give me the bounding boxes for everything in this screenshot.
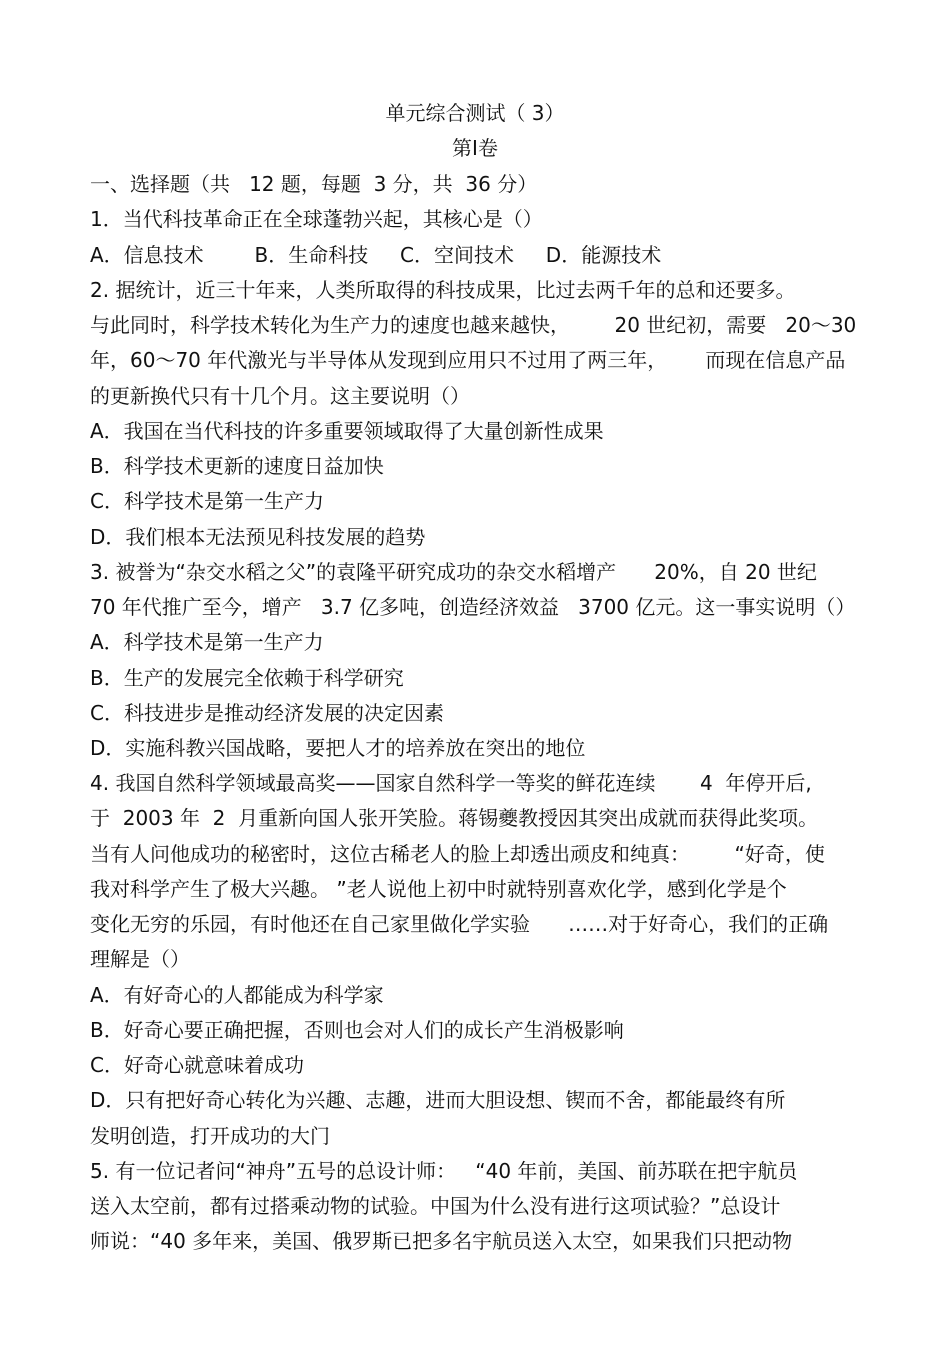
question-2-option-a: A．我国在当代科技的许多重要领域取得了大量创新性成果 (90, 419, 604, 443)
question-1-stem: 1．当代科技革命正在全球蓬勃兴起，其核心是（） (90, 207, 543, 231)
question-4-stem-line: 理解是（） (90, 947, 190, 971)
question-3-stem-line: 70 年代推广至今，增产 3.7 亿多吨，创造经济效益 3700 亿元。这一事实说明（） (90, 595, 856, 619)
question-4-stem-line: 我对科学产生了极大兴趣。 ”老人说他上初中时就特别喜欢化学，感到化学是个 (90, 877, 787, 901)
question-3-option-d: D．实施科教兴国战略，要把人才的培养放在突出的地位 (90, 736, 586, 760)
question-5-stem-line: 送入太空前，都有过搭乘动物的试验。中国为什么没有进行这项试验？”总设计 (90, 1194, 781, 1218)
question-5-stem-line: 5. 有一位记者问“神舟”五号的总设计师： “40 年前，美国、前苏联在把宇航员 (90, 1159, 798, 1183)
question-4-stem-line: 4. 我国自然科学领域最高奖——国家自然科学一等奖的鲜花连续 4 年停开后, (90, 771, 812, 795)
question-4-option-d: D．只有把好奇心转化为兴趣、志趣，进而大胆设想、锲而不舍，都能最终有所 (90, 1088, 786, 1112)
question-2-stem-line: 2. 据统计，近三十年来，人类所取得的科技成果，比过去两千年的总和还要多。 (90, 278, 796, 302)
question-3-stem-line: 3. 被誉为“杂交水稻之父”的袁隆平研究成功的杂交水稻增产 20%，自 20 世纪 (90, 560, 817, 584)
question-5-stem-line: 师说：“40 多年来，美国、俄罗斯已把多名宇航员送入太空，如果我们只把动物 (90, 1229, 793, 1253)
question-3-option-c: C．科技进步是推动经济发展的决定因素 (90, 701, 444, 725)
question-2-option-d: D．我们根本无法预见科技发展的趋势 (90, 525, 426, 549)
question-2-option-b: B．科学技术更新的速度日益加快 (90, 454, 384, 478)
question-2-option-c: C．科学技术是第一生产力 (90, 489, 324, 513)
question-2-stem-line: 的更新换代只有十几个月。这主要说明（） (90, 384, 470, 408)
question-4-stem-line: 当有人问他成功的秘密时，这位古稀老人的脸上却透出顽皮和纯真： “好奇，使 (90, 842, 825, 866)
page-title: 单元综合测试（ 3） (385, 101, 565, 125)
question-4-stem-line: 变化无穷的乐园，有时他还在自己家里做化学实验 ……对于好奇心，我们的正确 (90, 912, 829, 936)
question-4-option-c: C．好奇心就意味着成功 (90, 1053, 304, 1077)
question-4-stem-line: 于 2003 年 2 月重新向国人张开笑脸。蒋锡夔教授因其突出成就而获得此奖项。 (90, 806, 819, 830)
question-3-option-a: A．科学技术是第一生产力 (90, 630, 324, 654)
section-heading: 一、选择题（共 12 题，每题 3 分，共 36 分） (90, 172, 538, 196)
question-4-option-d-cont: 发明创造，打开成功的大门 (90, 1124, 330, 1148)
question-4-option-b: B．好奇心要正确把握，否则也会对人们的成长产生消极影响 (90, 1018, 624, 1042)
question-3-option-b: B．生产的发展完全依赖于科学研究 (90, 666, 404, 690)
question-2-stem-line: 年，60～70 年代激光与半导体从发现到应用只不过用了两三年， 而现在信息产品 (90, 348, 846, 372)
question-2-stem-line: 与此同时，科学技术转化为生产力的速度也越来越快， 20 世纪初，需要 20～30 (90, 313, 857, 337)
question-1-options: A．信息技术 B．生命科技 C．空间技术 D．能源技术 (90, 243, 662, 267)
page-subtitle: 第Ⅰ卷 (452, 136, 498, 160)
question-4-option-a: A．有好奇心的人都能成为科学家 (90, 983, 384, 1007)
